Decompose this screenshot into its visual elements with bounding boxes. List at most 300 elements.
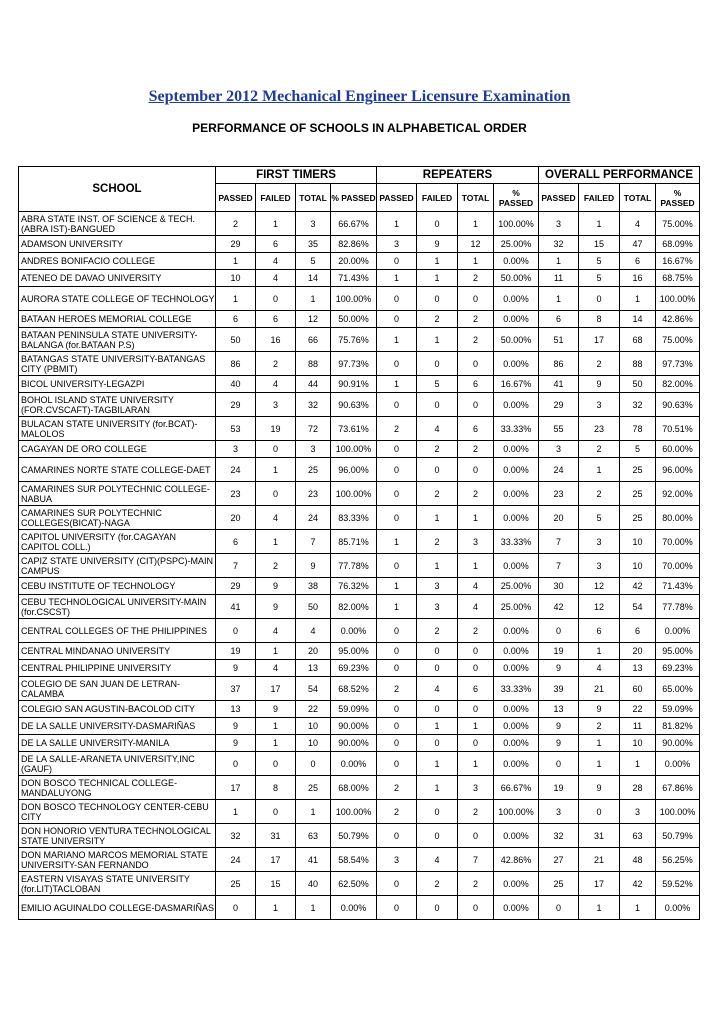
value-cell: 2	[458, 441, 494, 458]
value-cell: 40	[296, 872, 331, 896]
group-header-repeaters: REPEATERS	[377, 167, 539, 184]
value-cell: 80.00%	[656, 506, 700, 530]
school-name-cell: ADAMSON UNIVERSITY	[19, 236, 216, 253]
sub-header-percent-passed: % PASSED	[331, 184, 377, 212]
value-cell: 4	[256, 270, 296, 287]
value-cell: 4	[417, 848, 458, 872]
table-row	[19, 441, 700, 458]
value-cell: 0.00%	[494, 872, 539, 896]
value-cell: 90.91%	[331, 376, 377, 393]
value-cell: 2	[458, 619, 494, 643]
value-cell: 70.00%	[656, 554, 700, 578]
value-cell: 13	[539, 701, 579, 718]
value-cell: 4	[458, 595, 494, 619]
value-cell: 0.00%	[494, 482, 539, 506]
value-cell: 0	[417, 701, 458, 718]
value-cell: 1	[539, 287, 579, 311]
value-cell: 3	[296, 212, 331, 236]
value-cell: 100.00%	[331, 287, 377, 311]
value-cell: 8	[256, 776, 296, 800]
value-cell: 17	[216, 776, 256, 800]
value-cell: 0.00%	[494, 393, 539, 417]
value-cell: 2	[377, 417, 417, 441]
value-cell: 1	[458, 554, 494, 578]
value-cell: 100.00%	[331, 441, 377, 458]
school-name-cell: COLEGIO SAN AGUSTIN-BACOLOD CITY	[19, 701, 216, 718]
value-cell: 2	[458, 800, 494, 824]
value-cell: 67.86%	[656, 776, 700, 800]
value-cell: 25	[216, 872, 256, 896]
value-cell: 1	[417, 253, 458, 270]
school-name-cell: EMILIO AGUINALDO COLLEGE-DASMARIÑAS	[19, 896, 216, 920]
value-cell: 12	[579, 578, 620, 595]
value-cell: 0	[539, 752, 579, 776]
school-name-cell: ABRA STATE INST. OF SCIENCE & TECH.(ABRA IST)-BANGUED	[19, 212, 216, 236]
value-cell: 3	[296, 441, 331, 458]
value-cell: 4	[256, 660, 296, 677]
value-cell: 3	[458, 776, 494, 800]
value-cell: 7	[296, 530, 331, 554]
value-cell: 7	[216, 554, 256, 578]
value-cell: 0	[417, 393, 458, 417]
value-cell: 50.00%	[494, 328, 539, 352]
value-cell: 7	[539, 554, 579, 578]
school-name-cell: AURORA STATE COLLEGE OF TECHNOLOGY	[19, 287, 216, 311]
sub-header-passed: PASSED	[216, 184, 256, 212]
value-cell: 11	[539, 270, 579, 287]
value-cell: 1	[458, 752, 494, 776]
value-cell: 1	[417, 270, 458, 287]
value-cell: 2	[458, 270, 494, 287]
table-row	[19, 660, 700, 677]
value-cell: 100.00%	[494, 800, 539, 824]
value-cell: 13	[296, 660, 331, 677]
value-cell: 3	[539, 441, 579, 458]
value-cell: 0.00%	[494, 352, 539, 376]
value-cell: 3	[216, 441, 256, 458]
value-cell: 28	[620, 776, 656, 800]
value-cell: 0	[377, 253, 417, 270]
value-cell: 23	[216, 482, 256, 506]
value-cell: 66	[296, 328, 331, 352]
value-cell: 6	[458, 677, 494, 701]
value-cell: 21	[579, 677, 620, 701]
value-cell: 0	[377, 352, 417, 376]
value-cell: 100.00%	[331, 482, 377, 506]
value-cell: 2	[417, 619, 458, 643]
value-cell: 76.32%	[331, 578, 377, 595]
value-cell: 1	[377, 376, 417, 393]
value-cell: 14	[296, 270, 331, 287]
value-cell: 2	[377, 800, 417, 824]
value-cell: 20	[539, 506, 579, 530]
value-cell: 1	[458, 506, 494, 530]
sub-header-total: TOTAL	[296, 184, 331, 212]
value-cell: 1	[458, 212, 494, 236]
value-cell: 33.33%	[494, 677, 539, 701]
value-cell: 0	[417, 800, 458, 824]
table-row	[19, 236, 700, 253]
value-cell: 32	[539, 236, 579, 253]
value-cell: 29	[216, 236, 256, 253]
value-cell: 0	[458, 896, 494, 920]
school-name-cell: CEBU TECHNOLOGICAL UNIVERSITY-MAIN (for.CSCST)	[19, 595, 216, 619]
value-cell: 1	[296, 800, 331, 824]
value-cell: 1	[377, 212, 417, 236]
value-cell: 1	[620, 287, 656, 311]
value-cell: 1	[458, 718, 494, 735]
value-cell: 0	[377, 643, 417, 660]
value-cell: 9	[256, 595, 296, 619]
value-cell: 97.73%	[656, 352, 700, 376]
value-cell: 1	[417, 554, 458, 578]
value-cell: 23	[296, 482, 331, 506]
value-cell: 100.00%	[656, 800, 700, 824]
value-cell: 1	[256, 530, 296, 554]
value-cell: 39	[539, 677, 579, 701]
school-name-cell: BULACAN STATE UNIVERSITY (for.BCAT)-MALOLOS	[19, 417, 216, 441]
value-cell: 1	[296, 287, 331, 311]
table-row	[19, 701, 700, 718]
table-row	[19, 287, 700, 311]
value-cell: 0	[417, 643, 458, 660]
value-cell: 0	[377, 482, 417, 506]
value-cell: 4	[256, 253, 296, 270]
value-cell: 14	[620, 311, 656, 328]
value-cell: 13	[620, 660, 656, 677]
value-cell: 4	[579, 660, 620, 677]
value-cell: 0	[256, 752, 296, 776]
document-title: September 2012 Mechanical Engineer Licensure Examination	[148, 88, 571, 105]
school-name-cell: CENTRAL COLLEGES OF THE PHILIPPINES	[19, 619, 216, 643]
value-cell: 0	[417, 212, 458, 236]
value-cell: 8	[579, 311, 620, 328]
value-cell: 97.73%	[331, 352, 377, 376]
value-cell: 12	[458, 236, 494, 253]
sub-header-failed: FAILED	[579, 184, 620, 212]
value-cell: 2	[377, 677, 417, 701]
value-cell: 92.00%	[656, 482, 700, 506]
value-cell: 71.43%	[331, 270, 377, 287]
value-cell: 50	[216, 328, 256, 352]
value-cell: 86	[539, 352, 579, 376]
value-cell: 51	[539, 328, 579, 352]
value-cell: 16	[256, 328, 296, 352]
value-cell: 1	[620, 752, 656, 776]
value-cell: 9	[417, 236, 458, 253]
value-cell: 9	[539, 660, 579, 677]
school-name-cell: BATAAN HEROES MEMORIAL COLLEGE	[19, 311, 216, 328]
value-cell: 0.00%	[331, 752, 377, 776]
school-name-cell: CAPITOL UNIVERSITY (for.CAGAYAN CAPITOL COLL.)	[19, 530, 216, 554]
value-cell: 54	[620, 595, 656, 619]
value-cell: 0.00%	[494, 735, 539, 752]
value-cell: 25	[620, 458, 656, 482]
value-cell: 27	[539, 848, 579, 872]
value-cell: 0	[377, 752, 417, 776]
value-cell: 32	[216, 824, 256, 848]
school-name-cell: EASTERN VISAYAS STATE UNIVERSITY (for.LIT)TACLOBAN	[19, 872, 216, 896]
value-cell: 3	[620, 800, 656, 824]
value-cell: 0	[417, 660, 458, 677]
value-cell: 7	[539, 530, 579, 554]
value-cell: 1	[579, 458, 620, 482]
value-cell: 41	[539, 376, 579, 393]
value-cell: 2	[256, 352, 296, 376]
value-cell: 42	[620, 872, 656, 896]
value-cell: 0	[216, 619, 256, 643]
school-name-cell: CAPIZ STATE UNIVERSITY (CIT)(PSPC)-MAIN CAMPUS	[19, 554, 216, 578]
value-cell: 95.00%	[331, 643, 377, 660]
value-cell: 2	[417, 311, 458, 328]
school-name-cell: COLEGIO DE SAN JUAN DE LETRAN-CALAMBA	[19, 677, 216, 701]
value-cell: 3	[377, 848, 417, 872]
value-cell: 2	[417, 872, 458, 896]
table-row	[19, 482, 700, 506]
sub-header-percent-passed: % PASSED	[656, 184, 700, 212]
value-cell: 68	[620, 328, 656, 352]
value-cell: 0	[458, 393, 494, 417]
value-cell: 95.00%	[656, 643, 700, 660]
value-cell: 1	[377, 578, 417, 595]
value-cell: 3	[539, 212, 579, 236]
value-cell: 63	[620, 824, 656, 848]
value-cell: 70.51%	[656, 417, 700, 441]
value-cell: 10	[620, 530, 656, 554]
value-cell: 0.00%	[494, 506, 539, 530]
table-row	[19, 752, 700, 776]
table-row	[19, 896, 700, 920]
value-cell: 1	[256, 458, 296, 482]
value-cell: 2	[458, 328, 494, 352]
school-name-cell: ANDRES BONIFACIO COLLEGE	[19, 253, 216, 270]
value-cell: 0	[377, 506, 417, 530]
value-cell: 1	[377, 530, 417, 554]
value-cell: 25	[539, 872, 579, 896]
value-cell: 1	[417, 328, 458, 352]
school-name-cell: BATANGAS STATE UNIVERSITY-BATANGAS CITY (PBMIT)	[19, 352, 216, 376]
value-cell: 0	[296, 752, 331, 776]
value-cell: 59.09%	[656, 701, 700, 718]
value-cell: 31	[256, 824, 296, 848]
value-cell: 44	[296, 376, 331, 393]
value-cell: 0.00%	[494, 554, 539, 578]
value-cell: 88	[296, 352, 331, 376]
value-cell: 19	[539, 643, 579, 660]
value-cell: 1	[579, 735, 620, 752]
value-cell: 2	[417, 482, 458, 506]
value-cell: 25	[620, 482, 656, 506]
value-cell: 0	[458, 458, 494, 482]
value-cell: 1	[377, 595, 417, 619]
table-row	[19, 530, 700, 554]
school-name-cell: DON MARIANO MARCOS MEMORIAL STATE UNIVERSITY-SAN FERNANDO	[19, 848, 216, 872]
value-cell: 1	[256, 643, 296, 660]
value-cell: 0	[458, 735, 494, 752]
value-cell: 1	[256, 718, 296, 735]
value-cell: 0	[579, 287, 620, 311]
value-cell: 53	[216, 417, 256, 441]
school-name-cell: BATAAN PENINSULA STATE UNIVERSITY-BALANGA (for.BATAAN P.S)	[19, 328, 216, 352]
value-cell: 60	[620, 677, 656, 701]
value-cell: 56.25%	[656, 848, 700, 872]
value-cell: 50.00%	[494, 270, 539, 287]
value-cell: 2	[417, 441, 458, 458]
value-cell: 0	[377, 660, 417, 677]
value-cell: 29	[216, 578, 256, 595]
value-cell: 2	[216, 212, 256, 236]
value-cell: 1	[377, 328, 417, 352]
value-cell: 21	[579, 848, 620, 872]
value-cell: 0	[256, 287, 296, 311]
value-cell: 1	[458, 253, 494, 270]
value-cell: 0	[539, 619, 579, 643]
value-cell: 0	[256, 482, 296, 506]
value-cell: 23	[579, 417, 620, 441]
value-cell: 0	[377, 718, 417, 735]
value-cell: 0	[216, 752, 256, 776]
value-cell: 1	[417, 752, 458, 776]
sub-header-total: TOTAL	[620, 184, 656, 212]
value-cell: 82.00%	[331, 595, 377, 619]
value-cell: 25.00%	[494, 595, 539, 619]
value-cell: 69.23%	[331, 660, 377, 677]
value-cell: 4	[296, 619, 331, 643]
value-cell: 33.33%	[494, 530, 539, 554]
value-cell: 0.00%	[656, 896, 700, 920]
value-cell: 17	[256, 848, 296, 872]
value-cell: 4	[256, 376, 296, 393]
value-cell: 25	[620, 506, 656, 530]
value-cell: 10	[620, 554, 656, 578]
school-name-cell: DE LA SALLE UNIVERSITY-DASMARIÑAS	[19, 718, 216, 735]
value-cell: 3	[417, 595, 458, 619]
value-cell: 42	[620, 578, 656, 595]
value-cell: 5	[296, 253, 331, 270]
value-cell: 0	[377, 872, 417, 896]
table-row	[19, 417, 700, 441]
school-name-cell: DON HONORIO VENTURA TECHNOLOGICAL STATE UNIVERSITY	[19, 824, 216, 848]
value-cell: 6	[539, 311, 579, 328]
value-cell: 16.67%	[494, 376, 539, 393]
sub-header-percent-passed: % PASSED	[494, 184, 539, 212]
value-cell: 9	[579, 776, 620, 800]
value-cell: 17	[256, 677, 296, 701]
value-cell: 0	[256, 441, 296, 458]
value-cell: 31	[579, 824, 620, 848]
value-cell: 10	[620, 735, 656, 752]
value-cell: 0.00%	[494, 619, 539, 643]
value-cell: 1	[579, 212, 620, 236]
value-cell: 75.76%	[331, 328, 377, 352]
value-cell: 68.52%	[331, 677, 377, 701]
value-cell: 4	[620, 212, 656, 236]
school-name-cell: CAMARINES SUR POLYTECHNIC COLLEGES(BICAT)-NAGA	[19, 506, 216, 530]
value-cell: 25	[296, 776, 331, 800]
value-cell: 0.00%	[494, 701, 539, 718]
value-cell: 48	[620, 848, 656, 872]
value-cell: 50	[620, 376, 656, 393]
value-cell: 50.79%	[656, 824, 700, 848]
value-cell: 59.09%	[331, 701, 377, 718]
value-cell: 32	[296, 393, 331, 417]
value-cell: 1	[256, 735, 296, 752]
value-cell: 11	[620, 718, 656, 735]
value-cell: 1	[620, 896, 656, 920]
value-cell: 25	[296, 458, 331, 482]
value-cell: 0	[417, 896, 458, 920]
value-cell: 88	[620, 352, 656, 376]
value-cell: 63	[296, 824, 331, 848]
value-cell: 73.61%	[331, 417, 377, 441]
value-cell: 5	[579, 506, 620, 530]
value-cell: 16.67%	[656, 253, 700, 270]
value-cell: 5	[579, 270, 620, 287]
table-row	[19, 376, 700, 393]
value-cell: 10	[296, 735, 331, 752]
value-cell: 82.86%	[331, 236, 377, 253]
school-name-cell: CENTRAL PHILIPPINE UNIVERSITY	[19, 660, 216, 677]
value-cell: 3	[417, 578, 458, 595]
value-cell: 25.00%	[494, 578, 539, 595]
value-cell: 77.78%	[656, 595, 700, 619]
value-cell: 2	[377, 776, 417, 800]
value-cell: 0	[417, 352, 458, 376]
value-cell: 1	[539, 253, 579, 270]
value-cell: 2	[579, 482, 620, 506]
value-cell: 22	[296, 701, 331, 718]
value-cell: 96.00%	[656, 458, 700, 482]
value-cell: 62.50%	[331, 872, 377, 896]
value-cell: 0	[377, 287, 417, 311]
value-cell: 100.00%	[656, 287, 700, 311]
value-cell: 0	[377, 824, 417, 848]
value-cell: 38	[296, 578, 331, 595]
value-cell: 1	[417, 506, 458, 530]
value-cell: 32	[620, 393, 656, 417]
table-row	[19, 824, 700, 848]
value-cell: 19	[539, 776, 579, 800]
value-cell: 0	[458, 824, 494, 848]
value-cell: 24	[539, 458, 579, 482]
value-cell: 15	[579, 236, 620, 253]
value-cell: 0	[377, 311, 417, 328]
results-table	[18, 166, 700, 920]
value-cell: 65.00%	[656, 677, 700, 701]
value-cell: 24	[216, 848, 256, 872]
value-cell: 13	[216, 701, 256, 718]
school-name-cell: ATENEO DE DAVAO UNIVERSITY	[19, 270, 216, 287]
value-cell: 1	[296, 896, 331, 920]
table-row	[19, 554, 700, 578]
value-cell: 0.00%	[494, 287, 539, 311]
value-cell: 0	[458, 660, 494, 677]
value-cell: 42.86%	[656, 311, 700, 328]
value-cell: 68.09%	[656, 236, 700, 253]
value-cell: 5	[417, 376, 458, 393]
value-cell: 1	[256, 212, 296, 236]
value-cell: 17	[579, 872, 620, 896]
table-row	[19, 677, 700, 701]
value-cell: 29	[539, 393, 579, 417]
value-cell: 6	[620, 253, 656, 270]
value-cell: 3	[377, 236, 417, 253]
value-cell: 2	[256, 554, 296, 578]
value-cell: 5	[579, 253, 620, 270]
table-row	[19, 393, 700, 417]
sub-header-passed: PASSED	[377, 184, 417, 212]
school-name-cell: CAMARINES NORTE STATE COLLEGE-DAET	[19, 458, 216, 482]
